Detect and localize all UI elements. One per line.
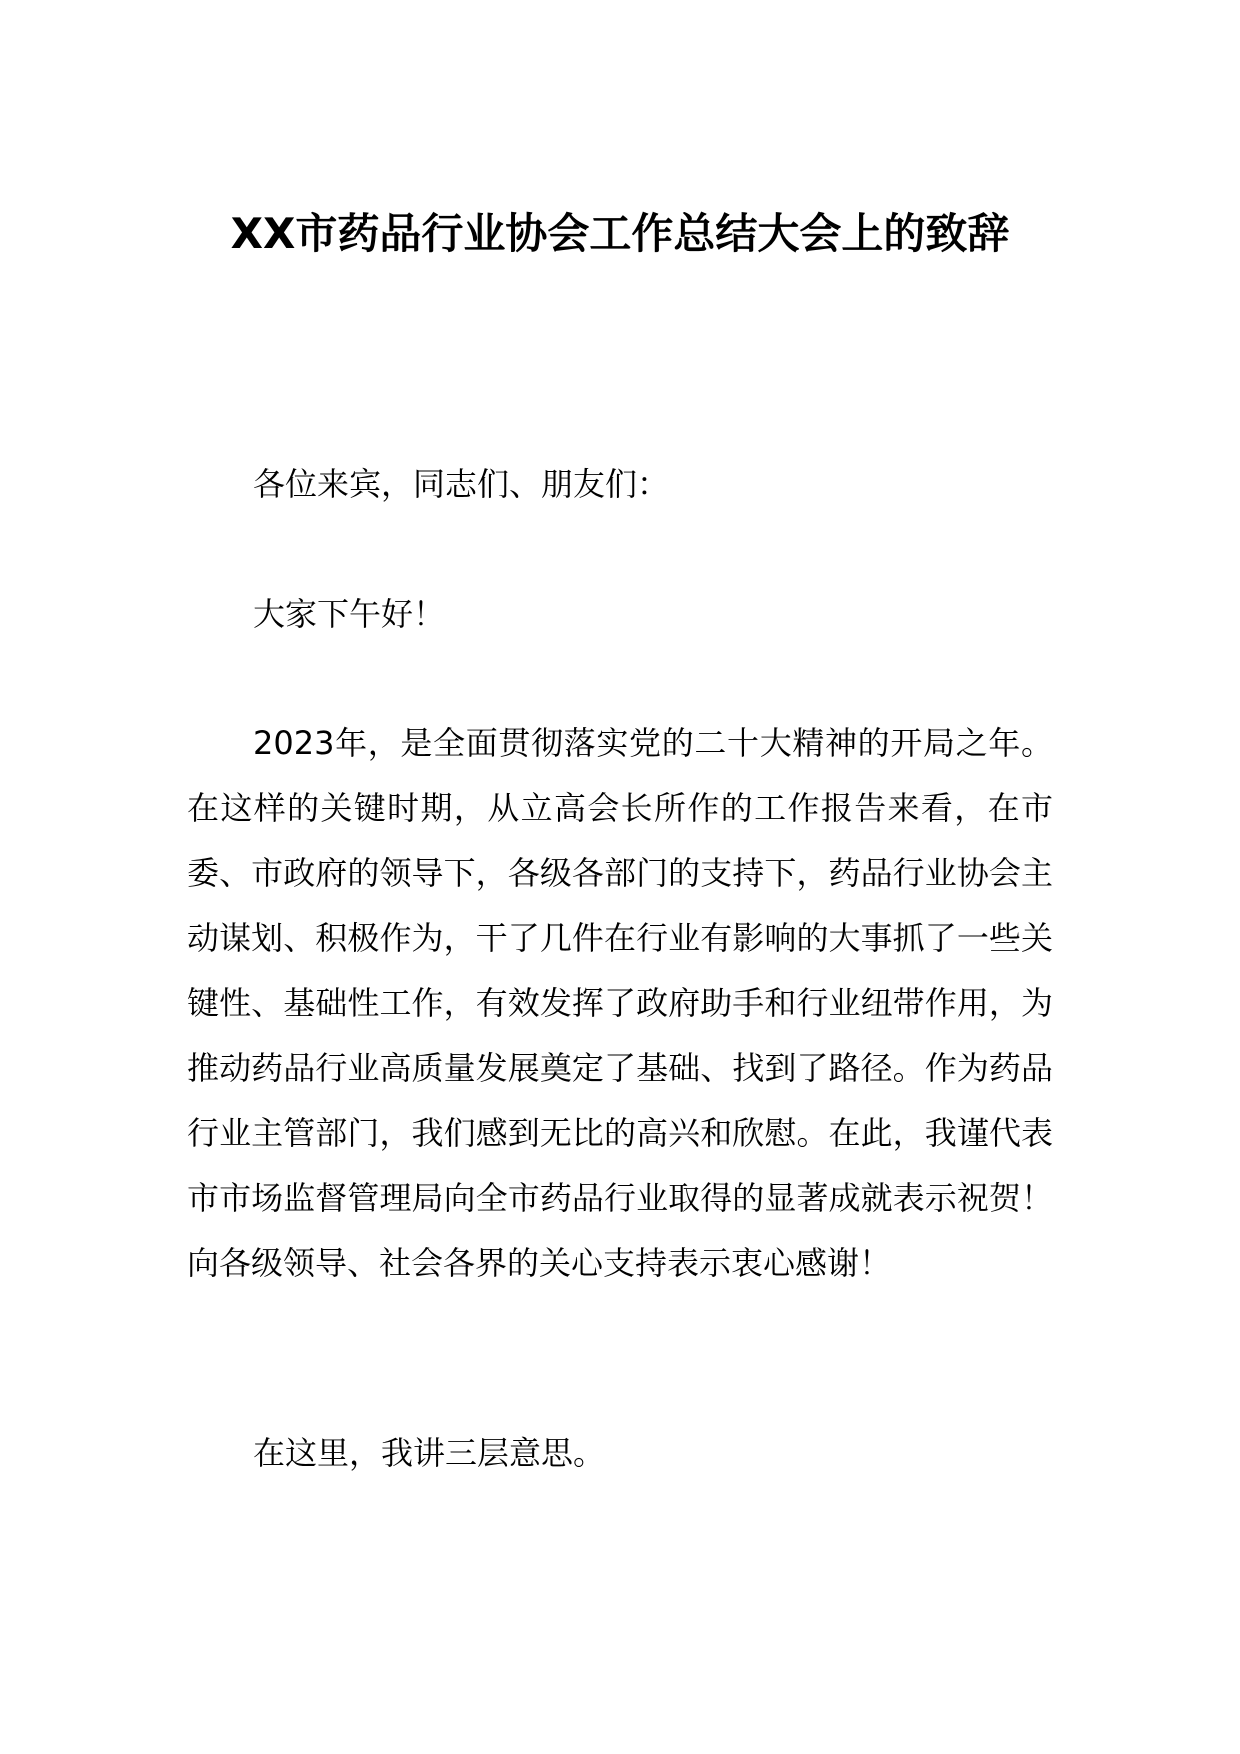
main-paragraph: 2023年，是全面贯彻落实党的二十大精神的开局之年。在这样的关键时期，从立高会长所作的工作报告来看，在市委、市政府的领导下，各级各部门的支持下，药品行业协会主动谋划、积极作为，干了几件在行业有影响的大事抓了一些关键性、基础性工作，有效发挥了政府助手和行业纽带作用，为推动药品行业高质量发展奠定了基础、找到了路径。作为药品行业主管部门，我们感到无比的高兴和欣慰。在此，我谨代表市市场监督管理局向全市药品行业取得的显著成就表示祝贺！向各级领导、社会各界的关心支持表示衷心感谢！ [187, 724, 1053, 1282]
document-title: XX市药品行业协会工作总结大会上的致辞 [230, 209, 1010, 258]
salutation-paragraph: 各位来宾，同志们、朋友们： [253, 465, 670, 503]
greeting-paragraph: 大家下午好！ [253, 595, 446, 633]
closing-paragraph: 在这里，我讲三层意思。 [253, 1434, 606, 1472]
